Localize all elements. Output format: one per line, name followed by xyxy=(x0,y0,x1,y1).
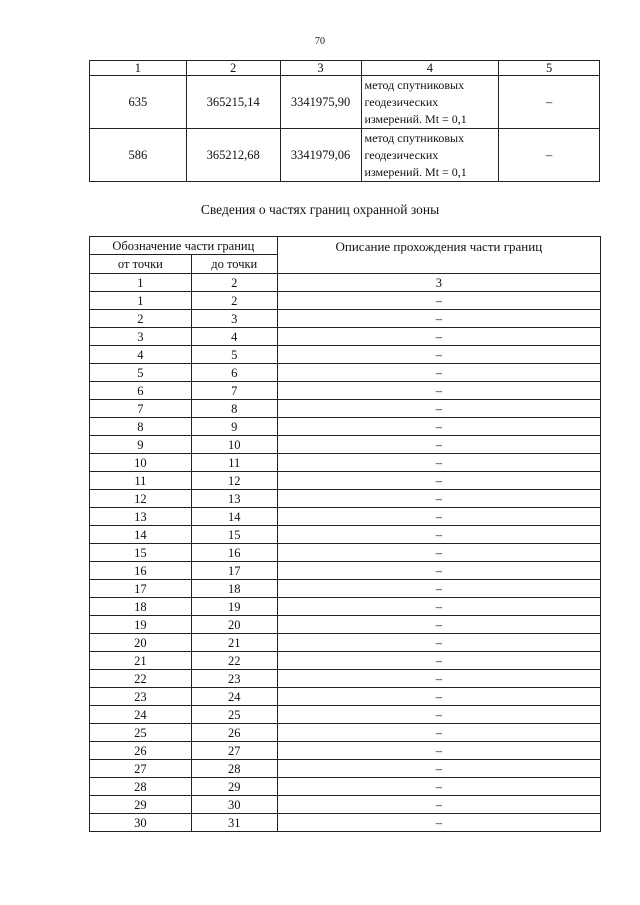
part-description: – xyxy=(277,418,600,436)
table-row xyxy=(90,706,601,724)
table-row xyxy=(90,364,601,382)
table-row xyxy=(90,778,601,796)
from-point: 1 xyxy=(90,292,192,310)
part-description: – xyxy=(277,454,600,472)
to-point: 11 xyxy=(191,454,277,472)
from-point: 15 xyxy=(90,544,192,562)
part-description: – xyxy=(277,472,600,490)
section-title: Сведения о частях границ охранной зоны xyxy=(200,202,440,217)
table-row xyxy=(90,382,601,400)
part-description: – xyxy=(277,760,600,778)
to-point: 17 xyxy=(191,562,277,580)
to-point: 3 xyxy=(191,310,277,328)
table-row xyxy=(90,544,601,562)
table-row xyxy=(90,526,601,544)
to-point: 7 xyxy=(191,382,277,400)
to-point: 21 xyxy=(191,634,277,652)
table-row xyxy=(90,796,601,814)
y-coordinate: 3341975,90 xyxy=(280,76,361,129)
table-row xyxy=(90,652,601,670)
table-row xyxy=(90,292,601,310)
from-point-header: от точки xyxy=(90,255,192,274)
part-description: – xyxy=(277,616,600,634)
from-point: 30 xyxy=(90,814,192,832)
column-number-row xyxy=(90,274,601,292)
parts-header-row xyxy=(90,237,601,255)
to-point: 29 xyxy=(191,778,277,796)
table-row xyxy=(90,562,601,580)
from-point: 9 xyxy=(90,436,192,454)
part-description: – xyxy=(277,364,600,382)
column-number: 3 xyxy=(277,274,600,292)
part-description: – xyxy=(277,382,600,400)
description-header: Описание прохождения части границ xyxy=(277,237,600,274)
to-point: 19 xyxy=(191,598,277,616)
part-description: – xyxy=(277,400,600,418)
part-description: – xyxy=(277,634,600,652)
from-point: 4 xyxy=(90,346,192,364)
from-point: 29 xyxy=(90,796,192,814)
to-point: 4 xyxy=(191,328,277,346)
part-description: – xyxy=(277,796,600,814)
table-row xyxy=(90,760,601,778)
part-description: – xyxy=(277,544,600,562)
method-line: метод спутниковых xyxy=(364,77,465,92)
part-description: – xyxy=(277,670,600,688)
table-row xyxy=(90,598,601,616)
designation-header: Обозначение части границ xyxy=(90,237,278,255)
to-point: 22 xyxy=(191,652,277,670)
column-number: 2 xyxy=(191,274,277,292)
from-point: 14 xyxy=(90,526,192,544)
from-point: 6 xyxy=(90,382,192,400)
part-description: – xyxy=(277,598,600,616)
from-point: 22 xyxy=(90,670,192,688)
table-row xyxy=(90,580,601,598)
table-row xyxy=(90,472,601,490)
table-row xyxy=(90,346,601,364)
table-row xyxy=(90,724,601,742)
part-description: – xyxy=(277,724,600,742)
to-point: 14 xyxy=(191,508,277,526)
x-coordinate: 365212,68 xyxy=(186,129,280,182)
x-coordinate: 365215,14 xyxy=(186,76,280,129)
from-point: 26 xyxy=(90,742,192,760)
part-description: – xyxy=(277,508,600,526)
table-row xyxy=(90,454,601,472)
coordinates-row xyxy=(90,129,600,182)
coordinates-header-row xyxy=(90,61,600,76)
part-description: – xyxy=(277,526,600,544)
part-description: – xyxy=(277,562,600,580)
note-cell: – xyxy=(499,129,600,182)
to-point: 5 xyxy=(191,346,277,364)
table-row xyxy=(90,436,601,454)
part-description: – xyxy=(277,310,600,328)
from-point: 18 xyxy=(90,598,192,616)
column-number: 1 xyxy=(90,274,192,292)
part-description: – xyxy=(277,742,600,760)
from-point: 17 xyxy=(90,580,192,598)
table-row xyxy=(90,508,601,526)
from-point: 8 xyxy=(90,418,192,436)
from-point: 2 xyxy=(90,310,192,328)
method-description xyxy=(361,129,499,182)
coordinates-row xyxy=(90,76,600,129)
part-description: – xyxy=(277,688,600,706)
to-point: 6 xyxy=(191,364,277,382)
table-row xyxy=(90,328,601,346)
to-point: 23 xyxy=(191,670,277,688)
from-point: 24 xyxy=(90,706,192,724)
coordinates-header-cell: 2 xyxy=(186,61,280,76)
to-point: 31 xyxy=(191,814,277,832)
coordinates-header-cell: 5 xyxy=(499,61,600,76)
part-description: – xyxy=(277,490,600,508)
from-point: 5 xyxy=(90,364,192,382)
point-number: 635 xyxy=(90,76,187,129)
to-point: 8 xyxy=(191,400,277,418)
note-cell: – xyxy=(499,76,600,129)
from-point: 20 xyxy=(90,634,192,652)
from-point: 25 xyxy=(90,724,192,742)
from-point: 27 xyxy=(90,760,192,778)
table-row xyxy=(90,814,601,832)
to-point: 20 xyxy=(191,616,277,634)
table-row xyxy=(90,400,601,418)
from-point: 3 xyxy=(90,328,192,346)
part-description: – xyxy=(277,778,600,796)
to-point: 13 xyxy=(191,490,277,508)
table-row xyxy=(90,688,601,706)
to-point: 9 xyxy=(191,418,277,436)
table-row xyxy=(90,616,601,634)
from-point: 23 xyxy=(90,688,192,706)
boundary-parts-table xyxy=(89,236,601,832)
table-row xyxy=(90,742,601,760)
method-line: измерений. Mt = 0,1 xyxy=(364,164,467,179)
from-point: 16 xyxy=(90,562,192,580)
part-description: – xyxy=(277,652,600,670)
part-description: – xyxy=(277,346,600,364)
y-coordinate: 3341979,06 xyxy=(280,129,361,182)
from-point: 13 xyxy=(90,508,192,526)
table-row xyxy=(90,670,601,688)
from-point: 19 xyxy=(90,616,192,634)
part-description: – xyxy=(277,580,600,598)
to-point: 16 xyxy=(191,544,277,562)
to-point: 28 xyxy=(191,760,277,778)
table-row xyxy=(90,490,601,508)
point-number: 586 xyxy=(90,129,187,182)
to-point: 24 xyxy=(191,688,277,706)
to-point: 26 xyxy=(191,724,277,742)
part-description: – xyxy=(277,814,600,832)
page-number: 70 xyxy=(315,36,325,47)
to-point: 25 xyxy=(191,706,277,724)
to-point: 10 xyxy=(191,436,277,454)
coordinates-header-cell: 1 xyxy=(90,61,187,76)
to-point: 2 xyxy=(191,292,277,310)
part-description: – xyxy=(277,436,600,454)
to-point: 15 xyxy=(191,526,277,544)
from-point: 12 xyxy=(90,490,192,508)
table-row xyxy=(90,418,601,436)
part-description: – xyxy=(277,706,600,724)
table-row xyxy=(90,310,601,328)
from-point: 11 xyxy=(90,472,192,490)
from-point: 10 xyxy=(90,454,192,472)
from-point: 7 xyxy=(90,400,192,418)
method-line: измерений. Mt = 0,1 xyxy=(364,111,467,126)
to-point: 18 xyxy=(191,580,277,598)
from-point: 28 xyxy=(90,778,192,796)
method-description xyxy=(361,76,499,129)
coordinates-header-cell: 3 xyxy=(280,61,361,76)
method-line: геодезических xyxy=(364,147,439,162)
coordinates-table xyxy=(89,60,600,182)
part-description: – xyxy=(277,328,600,346)
to-point: 30 xyxy=(191,796,277,814)
table-row xyxy=(90,634,601,652)
from-point: 21 xyxy=(90,652,192,670)
parts-table-body xyxy=(90,292,601,832)
method-line: метод спутниковых xyxy=(364,130,465,145)
to-point: 12 xyxy=(191,472,277,490)
method-line: геодезических xyxy=(364,94,439,109)
to-point-header: до точки xyxy=(191,255,277,274)
coordinates-header-cell: 4 xyxy=(361,61,499,76)
to-point: 27 xyxy=(191,742,277,760)
part-description: – xyxy=(277,292,600,310)
